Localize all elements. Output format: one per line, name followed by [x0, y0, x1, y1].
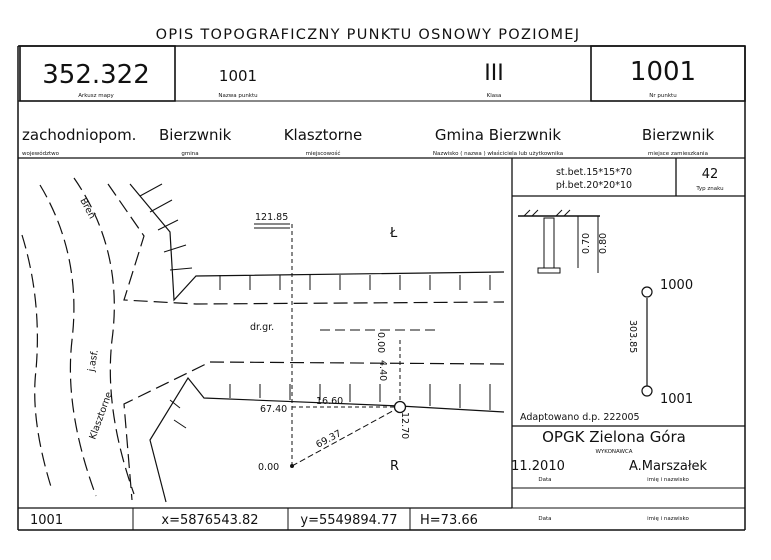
measure-0-00-bottom: 0.00: [258, 462, 280, 473]
municipality-label: gmina: [181, 151, 199, 157]
footer-x: x=5876543.82: [161, 513, 259, 528]
measure-16-60: 16.60: [316, 396, 344, 407]
reference-point-dot: [290, 464, 294, 468]
marker-type-label: Typ znaku: [696, 186, 724, 192]
marker-dim-070: 0.70: [581, 232, 592, 254]
neighbor-point-1000: [642, 287, 652, 297]
form-frame: [18, 46, 745, 530]
marker-type-number: 42: [701, 167, 719, 182]
voivodeship-label: województwo: [22, 151, 60, 157]
marker-dim-080: 0.80: [598, 232, 609, 254]
contractor-person: A.Marszałek: [628, 459, 708, 474]
road-sketch: [22, 178, 504, 502]
sheet-label: Arkusz mapy: [78, 93, 114, 99]
voivodeship: zachodniopom.: [22, 126, 137, 144]
neighbor-point-1001: [642, 386, 652, 396]
contractor-name: OPGK Zielona Góra: [542, 428, 686, 446]
contractor-date-label: Data: [538, 477, 552, 483]
asphalt-label: j.asf.: [86, 348, 101, 373]
side-right-label: R: [390, 459, 400, 474]
locality-label: miejscowość: [305, 151, 341, 157]
contractor-date: 11.2010: [511, 459, 565, 474]
footer-point: 1001: [30, 513, 64, 528]
class-value: III: [484, 61, 504, 86]
footer-h: H=73.66: [420, 513, 478, 528]
contractor-label: WYKONAWCA: [595, 449, 633, 455]
measure-12-70: 12.70: [399, 412, 410, 440]
measure-0-00-top: 0.00: [375, 332, 386, 354]
measure-69-37: 69.37: [314, 428, 344, 451]
measure-67-40: 67.40: [260, 404, 288, 415]
neighbor-label-1000: 1000: [660, 278, 694, 293]
measurement-lines: [254, 224, 440, 468]
sheet-number: 352.322: [42, 60, 150, 90]
signature-person-label: imię i nazwisko: [647, 516, 689, 522]
marker-spec-2: pł.bet.20*20*10: [555, 180, 633, 191]
class-label: Klasa: [486, 93, 502, 99]
point-name: 1001: [218, 67, 258, 85]
residence-label: miejsce zamieszkania: [648, 151, 708, 157]
residence: Bierzwnik: [641, 126, 715, 144]
point-number-label: Nr punktu: [649, 93, 677, 99]
upper-hatching: [140, 184, 490, 428]
road-label-klasztorne: Klasztorne: [87, 390, 115, 442]
owner-label: Nazwisko ( nazwa ) właściciela lub użytkownika: [432, 151, 564, 157]
footer-y: y=5549894.77: [300, 513, 398, 528]
contractor-person-label: imię i nazwisko: [647, 477, 689, 483]
marker-spec-1: st.bet.15*15*70: [555, 167, 633, 178]
locality: Klasztorne: [283, 126, 363, 144]
measure-121-85: 121.85: [255, 212, 289, 223]
side-left-label: Ł: [390, 226, 398, 241]
neighbor-distance: 303.85: [627, 320, 638, 354]
document-title: OPIS TOPOGRAFICZNY PUNKTU OSNOWY POZIOMEJ: [155, 27, 581, 43]
neighbor-label-1001: 1001: [660, 392, 694, 407]
road-label-bren: Breń: [77, 196, 98, 221]
point-name-label: Nazwa punktu: [218, 93, 258, 99]
measure-4-40: 4.40: [377, 360, 388, 382]
owner-name: Gmina Bierzwnik: [434, 126, 562, 144]
municipality-name: Bierzwnik: [159, 126, 232, 144]
point-number: 1001: [629, 57, 697, 87]
road-type-label: dr.gr.: [250, 322, 275, 333]
adapted-note: Adaptowano d.p. 222005: [520, 412, 640, 423]
control-point-marker: [395, 402, 406, 413]
signature-date-label: Data: [538, 516, 552, 522]
